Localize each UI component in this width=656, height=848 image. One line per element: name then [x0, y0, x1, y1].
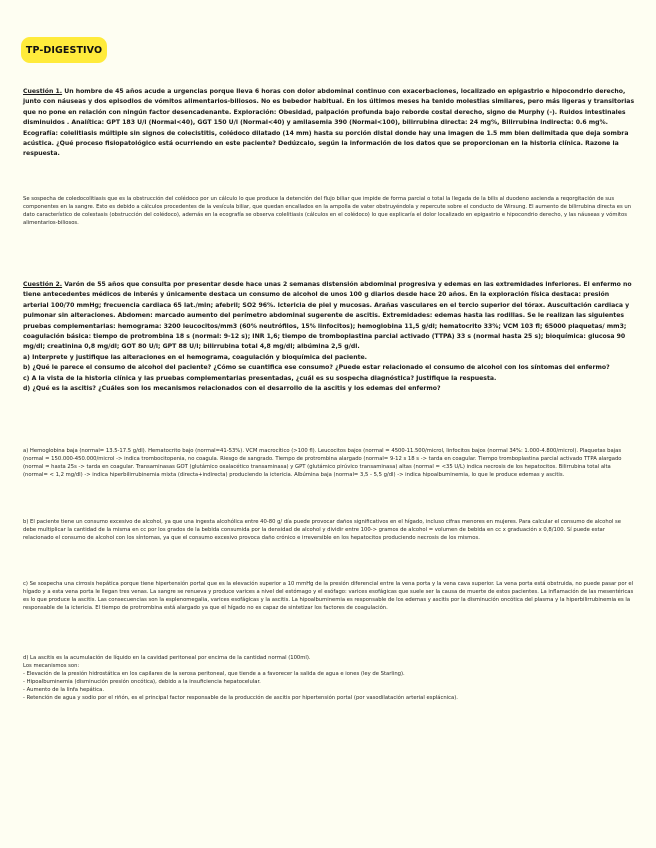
answer-2d-mechanism-1: - Elevación de la presión hidrostática en los capilares de la serosa peritoneal, que tiende a a favorecer la salida de agua e iones (ley de Starling). — [23, 670, 405, 677]
answer-1 — [23, 196, 635, 228]
answer-2d-mechanisms-title: Los mecanismos son: — [23, 662, 80, 669]
answer-2c — [23, 581, 635, 613]
answer-2a-text: a) Hemoglobina baja (normal= 13.5-17.5 g/dl). Hematocrito bajo (normal=41-53%). VCM macrocítico (>100 fl). Leucocitos bajos (normal = 4500-11.500/microl, linfocitos bajos (normal 34%: 1.000-4.800/microl). Plaquetas bajas (normal = 150.000-450.000/microl -> indica trombocitopenia, no coagula. Riesgo de sangrado. Tiempo de protrombina alargado (normal= 9-12 s 18 s -> tarda en coagular. Tiempo tromboplastina parcial activado TTPA alargado (normal = hasta 25s -> tarda en coagular. Transaminasas GOT (glutámico oxalacético transaminasa) y GPT (glutámico pirúvico transaminasa) altas (normal = <35 U/L) indica necrosis de los hepatocitos. Bilirrubina total alta (normal= < 1,2 mg/dl) -> indica hiperbilirrubinemia mixta (directa+indirecta) produciendo la ictericia. Albúmina baja (normal= 3,5 - 5,5 g/dl) -> indica hipoalbuminemia, lo que le produce edemas y ascitis. — [23, 448, 622, 478]
answer-2d-mechanism-3: - Aumento de la linfa hepática. — [23, 686, 105, 693]
question-2-item-a: a) Interprete y justifique las alteraciones en el hemograma, coagulación y bioquímica del paciente. — [23, 353, 368, 361]
answer-2d-intro: d) La ascitis es la acumulación de líquido en la cavidad peritoneal por encima de la cantidad normal (100ml). — [23, 655, 311, 661]
question-2-item-b: b) ¿Qué le parece el consumo de alcohol del paciente? ¿Cómo se cuantifica ese consumo? ¿Puede estar relacionado el consumo de alcohol con los síntomas del enfermo? — [23, 364, 610, 372]
answer-2b — [23, 519, 635, 543]
question-2-label: Cuestión 2. — [23, 281, 63, 288]
answer-2d-mechanism-2: - Hipoalbuminemia (disminución presión oncótica), debido a la insuficiencia hepatocelular. — [23, 678, 261, 685]
answer-2b-text: b) El paciente tiene un consumo excesivo de alcohol, ya que una ingesta alcohólica entre 40-80 g/ día puede provocar daños significativos en el hígado, incluso cifras menores en mujeres. Para calcular el consumo de alcohol se debe multiplicar la cantidad de la misma en cc por los grados de la bebida consumida por la densidad de alcohol y dividir entre 100-> gramos de alcohol = volumen de bebida en cc x graduación x 0,8/100. Sí puede estar relacionado el consumo de alcohol con los síntomas, ya que el consumo excesivo provoca daño crónico e irreversible en los hepatocitos produciendo necrosis de los mismos. — [23, 519, 622, 541]
question-1 — [23, 87, 635, 160]
answer-1-text: Se sospecha de coledocolitiasis que es la obstrucción del colédoco por un cálculo lo que produce la detención del flujo biliar que impide de forma parcial o total la llegada de la bilis al duodeno ascienda a reqorgitación de sus componentes en la sangre. Esto es debido a cálculos procedentes de la vesícula biliar, que quedan encallados en la ampolla de vater obstruyéndola y repercute sobre el conducto de Wirsung. El aumento de bilirrubina directa es un dato característico de colestasis (obstrucción del colédoco), además en la ecografía se observa colelitiasis (cálculos en el colédoco) lo que explicaría el dolor localizado en epigastrio e hipocondrio derecho, y las náuseas y vómitos alimentarios-biliosos. — [23, 196, 632, 226]
question-2-item-c: c) A la vista de la historia clínica y las pruebas complementarias presentadas, ¿cuál es su sospecha diagnóstica? Justifique la respuesta. — [23, 374, 497, 382]
question-1-text: Un hombre de 45 años acude a urgencias porque lleva 6 horas con dolor abdominal continuo con exacerbaciones, localizado en epigastrio e hipocondrio derecho, junto con náuseas y dos episodios de vómitos alimentarios-biliosos. No es bebedor habitual. En los últimos meses ha tenido molestias similares, pero más ligeras y transitorias que no pone en relación con ningún factor desencadenante. Exploración: Obesidad, palpación profunda bajo reborde costal derecho, signo de Murphy (-). Ruidos intestinales disminuidos . Analítica: GPT 183 U/l (Normal<40), GGT 150 U/l (Normal<40) y amilasemia 390 (Normal<100), bilirrubina directa: 24 mg%, Bilirrubina indirecta: 0.6 mg%. Ecografía: colelitiasis múltiple sin signos de colecistitis, colédoco dilatado (14 mm) hasta su porción distal donde hay una imagen de 1.5 mm bien delimitada que deja sombra acústica. ¿Qué proceso fisiopatológico está ocurriendo en este paciente? Dedúzcalo, según la información de los datos que se proporcionan en la historia clínica. Razone la respuesta. — [23, 88, 635, 158]
question-2-text: Varón de 55 años que consulta por presentar desde hace unas 2 semanas distensión abdominal progresiva y edemas en las extremidades inferiores. El enfermo no tiene antecedentes médicos de interés y únicamente destaca un consumo de alcohol de unos 100 g diarios desde hace 20 años. En la exploración física destaca: presión arterial 100/70 mmHg; frecuencia cardiaca 65 lat./min; afebril; SO2 96%. Ictericia de piel y mucosas. Arañas vasculares en el tercio superior del tórax. Auscultación cardiaca y pulmonar sin alteraciones. Abdomen: marcado aumento del perímetro abdominal sugerente de ascitis. Extremidades: edemas hasta las rodillas. Se le realizan las siguientes pruebas complementarias: hemograma: 3200 leucocitos/mm3 (60% neutrófilos, 15% linfocitos); hemoglobina 11,5 g/dl; hematocrito 33%; VCM 103 fl; 65000 plaquetas/ mm3; coagulación básica: tiempo de protrombina 18 s (normal: 9-12 s); INR 1,6; tiempo de tromboplastina parcial activado (TTPA) 33 s (normal hasta 25 s); bioquímica: glucosa 90 mg/dl; creatinina 0,8 mg/dl; GOT 80 U/l; GPT 88 U/l; bilirrubina total 4,8 mg/dl; albúmina 2,5 g/dl. — [23, 281, 632, 351]
answer-2a — [23, 448, 635, 480]
question-2 — [23, 280, 635, 394]
answer-2c-text: c) Se sospecha una cirrosis hepática porque tiene hipertensión portal que es la elevación superior a 10 mmHg de la presión diferencial entre la vena porta y la vena cava superior. La vena porta está obstruida, no puede pasar por el hígado y a esta vena porta le llegan tres venas. La sangre se renueva y produce varices a nivel del estómago y el esófago: varices esofágicas que suele ser la causa de muerte de estos pacientes. La inflamación de las mesentéricas es lo que produce la ascitis. Las consecuencias son la esplenomegalia, varices esofágicas y la ascitis. La hipoalbuminemia es responsable de los edemas y ascitis por la disminución oncótica del plasma y la hiperbilirrubinemia es la responsable de la ictericia. El tiempo de protrombina está alargado ya que el hígado no es capaz de sintetizar los factores de coagulación. — [23, 581, 634, 611]
answer-2d-mechanism-4: - Retención de agua y sodio por el riñón, es el principal factor responsable de la producción de ascitis por hipertensión portal (por vasodilatación arterial esplácnica). — [23, 694, 458, 701]
question-1-label: Cuestión 1. — [23, 88, 63, 95]
question-2-item-d: d) ¿Qué es la ascitis? ¿Cuáles son los mecanismos relacionados con el desarrollo de la ascitis y los edemas del enfermo? — [23, 385, 441, 393]
document-title-badge — [21, 37, 107, 63]
answer-2d — [23, 655, 635, 702]
document-title: TP-DIGESTIVO — [25, 44, 103, 56]
